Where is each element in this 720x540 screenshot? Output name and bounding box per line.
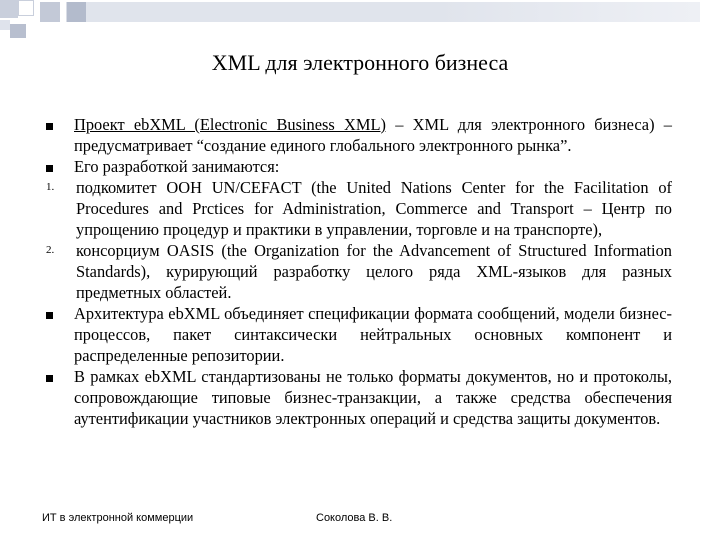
list-item	[44, 303, 672, 366]
page-title: XML для электронного бизнеса	[211, 50, 509, 75]
square-bullet-icon	[44, 303, 74, 324]
ebxml-link[interactable]: Проект ebXML (Electronic Business XML)	[74, 115, 386, 134]
list-item	[44, 177, 672, 240]
list-item	[44, 240, 672, 303]
list-item-text: подкомитет ООН UN/CEFACT (the United Nations Center for the Facilitation of Procedures and Prctices for Administration, Commerce and Transport – Центр по упрощению процедур и практики в управлении, торговле и на транспорте),	[76, 178, 672, 239]
list-item-text: консорциум OASIS (the Organization for the Advancement of Structured Information Standards), курирующий разработку целого ряда XML-языков для разных предметных областей.	[76, 241, 672, 302]
list-item	[44, 156, 672, 177]
list-item	[44, 366, 672, 429]
bullet-list	[44, 114, 672, 429]
square-bullet-icon	[44, 114, 74, 135]
footer-course: ИТ в электронной коммерции	[42, 512, 194, 524]
header-decoration	[0, 0, 720, 40]
list-item-text: В рамках ebXML стандартизованы не только форматы документов, но и протоколы, сопровождающие типовые бизнес-транзакции, а также средства обеспечения аутентификации участников электронных операций и средства защиты документов.	[74, 367, 672, 428]
list-item-text: – XML для электронного бизнеса) – предусматривает “создание единого глобального электронного рынка”.	[74, 115, 672, 155]
footer-author: Соколова В. В.	[316, 512, 393, 524]
list-item-text: Его разработкой занимаются:	[74, 157, 280, 176]
square-bullet-icon	[44, 366, 74, 387]
list-item-text: Архитектура ebXML объединяет спецификации формата сообщений, модели бизнес-процессов, пакет синтаксически нейтральных основных компонент и распределенные репозитории.	[74, 304, 672, 365]
list-number: 1.	[46, 181, 55, 193]
list-number: 2.	[46, 244, 55, 256]
list-item	[44, 114, 672, 156]
square-bullet-icon	[44, 156, 74, 177]
